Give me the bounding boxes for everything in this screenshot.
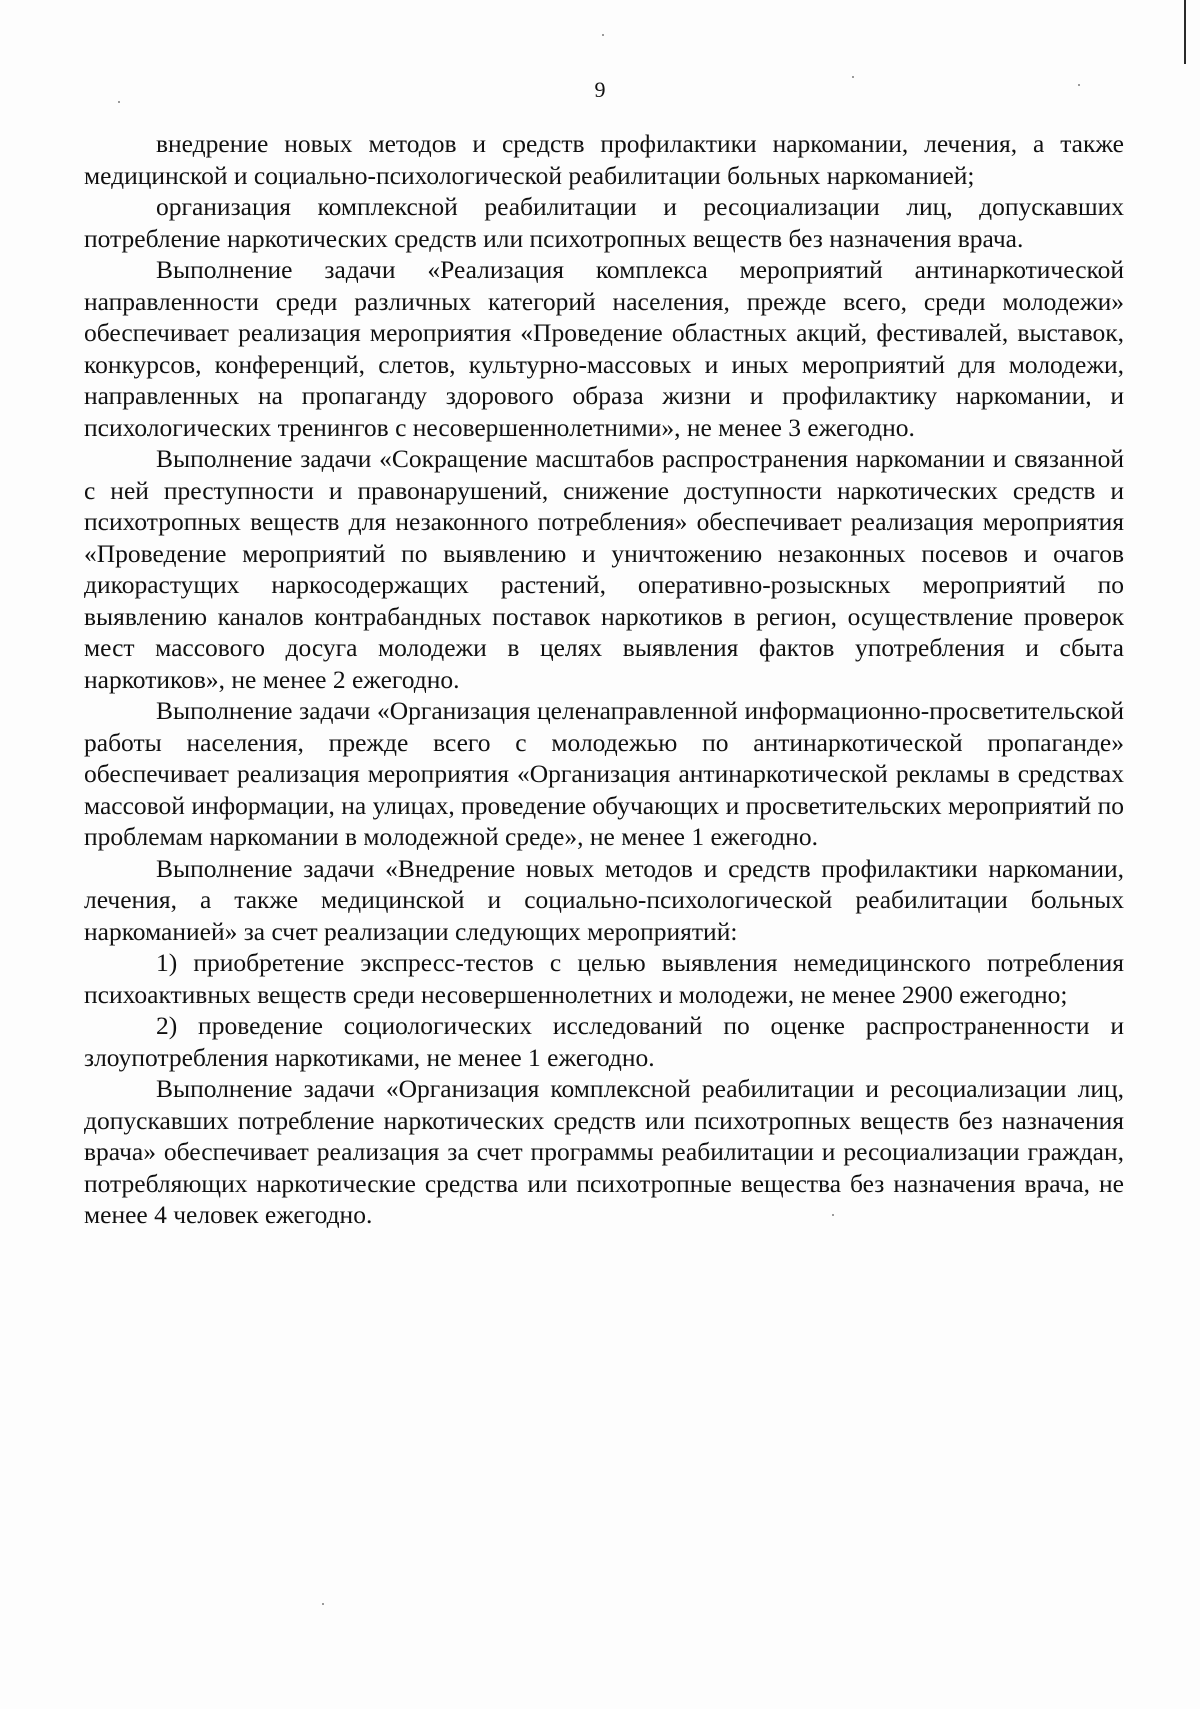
document-body bbox=[84, 128, 1124, 1231]
paragraph: внедрение новых методов и средств профилактики наркомании, лечения, а также медицинской и социально-психологической реабилитации больных наркоманией; bbox=[84, 129, 1124, 190]
page-number: 9 bbox=[594, 77, 606, 102]
list-item: 1) приобретение экспресс-тестов с целью выявления немедицинского потребления психоактивных веществ среди несовершеннолетних и молодежи, не менее 2900 ежегодно; bbox=[84, 948, 1124, 1009]
list-item: 2) проведение социологических исследований по оценке распространенности и злоупотребления наркотиками, не менее 1 ежегодно. bbox=[84, 1011, 1124, 1072]
paragraph: Выполнение задачи «Сокращение масштабов распространения наркомании и связанной с ней преступности и правонарушений, снижение доступности наркотических средств и психотропных веществ для незаконного потребления» обеспечивает реализация мероприятия «Проведение мероприятий по выявлению и уничтожению незаконных посевов и очагов дикорастущих наркосодержащих растений, оперативно-розыскных мероприятий по выявлению каналов контрабандных поставок наркотиков в регион, осуществление проверок мест массового досуга молодежи в целях выявления фактов употребления и сбыта наркотиков», не менее 2 ежегодно. bbox=[84, 444, 1124, 694]
scan-edge-mark bbox=[1184, 0, 1186, 64]
scan-speck bbox=[602, 34, 604, 36]
paragraph: Выполнение задачи «Внедрение новых методов и средств профилактики наркомании, лечения, а также медицинской и социально-психологической реабилитации больных наркоманией» за счет реализации следующих мероприятий: bbox=[84, 853, 1124, 946]
paragraph: организация комплексной реабилитации и ресоциализации лиц, допускавших потребление наркотических средств или психотропных веществ без назначения врача. bbox=[84, 192, 1124, 253]
scan-speck bbox=[322, 1603, 324, 1605]
paragraph: Выполнение задачи «Реализация комплекса мероприятий антинаркотической направленности среди различных категорий населения, прежде всего, среди молодежи» обеспечивает реализация мероприятия «Проведение областных акций, фестивалей, выставок, конкурсов, конференций, слетов, культурно-массовых и иных мероприятий для молодежи, направленных на пропаганду здорового образа жизни и профилактику наркомании, и психологических тренингов с несовершеннолетними», не менее 3 ежегодно. bbox=[84, 255, 1124, 442]
paragraph: Выполнение задачи «Организация комплексной реабилитации и ресоциализации лиц, допускавших потребление наркотических средств или психотропных веществ без назначения врача» обеспечивает реализация за счет программы реабилитации и ресоциализации граждан, потребляющих наркотические средства или психотропные вещества без назначения врача, не менее 4 человек ежегодно. bbox=[84, 1074, 1124, 1229]
paragraph: Выполнение задачи «Организация целенаправленной информационно-просветительской работы населения, прежде всего с молодежью по антинаркотической пропаганде» обеспечивает реализация мероприятия «Организация антинаркотической рекламы в средствах массовой информации, на улицах, проведение обучающих и просветительских мероприятий по проблемам наркомании в молодежной среде», не менее 1 ежегодно. bbox=[84, 696, 1124, 851]
